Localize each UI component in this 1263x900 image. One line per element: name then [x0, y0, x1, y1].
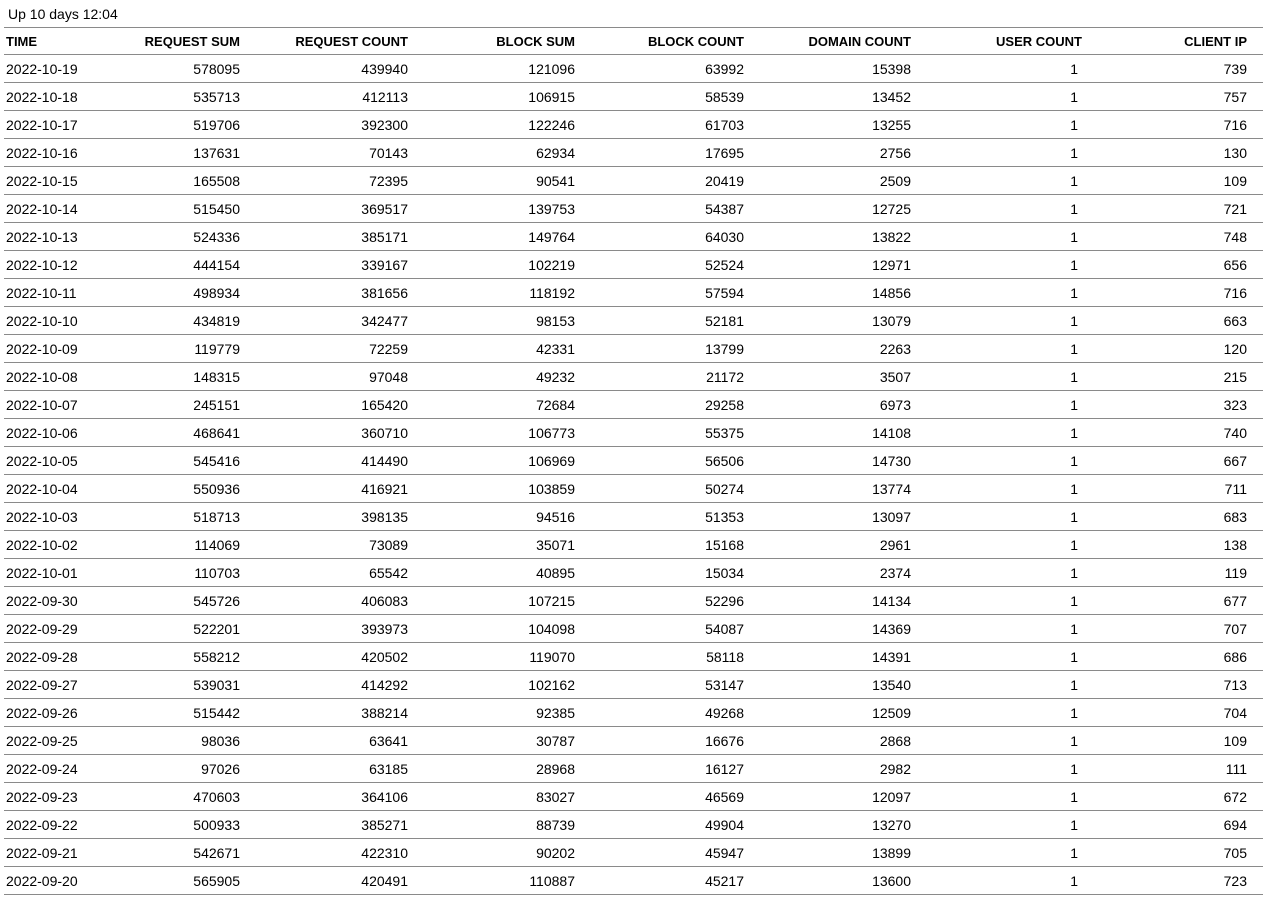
- cell-request-sum: 545416: [132, 447, 244, 475]
- cell-time: 2022-09-28: [4, 643, 132, 671]
- cell-block-sum: 106915: [412, 83, 579, 111]
- cell-client-ip: 109: [1082, 727, 1263, 755]
- cell-request-sum: 114069: [132, 531, 244, 559]
- cell-time: 2022-10-08: [4, 363, 132, 391]
- cell-block-sum: 35071: [412, 531, 579, 559]
- cell-block-sum: 121096: [412, 55, 579, 83]
- cell-user-count: 1: [915, 475, 1082, 503]
- cell-time: 2022-09-20: [4, 867, 132, 895]
- cell-user-count: 1: [915, 139, 1082, 167]
- table-row: [4, 55, 1263, 83]
- table-row: [4, 587, 1263, 615]
- cell-request-sum: 468641: [132, 419, 244, 447]
- table-row: [4, 307, 1263, 335]
- table-row: [4, 363, 1263, 391]
- cell-client-ip: 323: [1082, 391, 1263, 419]
- cell-request-sum: 515450: [132, 195, 244, 223]
- cell-time: 2022-10-14: [4, 195, 132, 223]
- cell-client-ip: 683: [1082, 503, 1263, 531]
- cell-domain-count: 12097: [748, 783, 915, 811]
- cell-domain-count: 14369: [748, 615, 915, 643]
- cell-time: 2022-10-11: [4, 279, 132, 307]
- cell-request-count: 414292: [244, 671, 412, 699]
- cell-request-sum: 434819: [132, 307, 244, 335]
- cell-block-count: 46569: [579, 783, 748, 811]
- cell-time: 2022-09-24: [4, 755, 132, 783]
- cell-user-count: 1: [915, 643, 1082, 671]
- cell-user-count: 1: [915, 615, 1082, 643]
- cell-time: 2022-10-03: [4, 503, 132, 531]
- stats-table: [4, 27, 1263, 895]
- cell-request-sum: 558212: [132, 643, 244, 671]
- table-body: [4, 55, 1263, 895]
- cell-request-count: 406083: [244, 587, 412, 615]
- cell-block-count: 20419: [579, 167, 748, 195]
- cell-domain-count: 14730: [748, 447, 915, 475]
- cell-request-count: 398135: [244, 503, 412, 531]
- cell-request-sum: 524336: [132, 223, 244, 251]
- cell-block-count: 61703: [579, 111, 748, 139]
- cell-block-sum: 110887: [412, 867, 579, 895]
- cell-request-count: 412113: [244, 83, 412, 111]
- cell-user-count: 1: [915, 783, 1082, 811]
- cell-block-count: 17695: [579, 139, 748, 167]
- cell-request-sum: 470603: [132, 783, 244, 811]
- cell-block-count: 55375: [579, 419, 748, 447]
- table-row: [4, 223, 1263, 251]
- cell-block-count: 29258: [579, 391, 748, 419]
- cell-domain-count: 13899: [748, 839, 915, 867]
- cell-block-count: 63992: [579, 55, 748, 83]
- cell-user-count: 1: [915, 867, 1082, 895]
- cell-request-sum: 498934: [132, 279, 244, 307]
- column-header-block-count: BLOCK COUNT: [579, 28, 748, 55]
- cell-domain-count: 12725: [748, 195, 915, 223]
- cell-request-sum: 500933: [132, 811, 244, 839]
- cell-request-count: 381656: [244, 279, 412, 307]
- cell-client-ip: 707: [1082, 615, 1263, 643]
- table-row: [4, 419, 1263, 447]
- cell-time: 2022-09-23: [4, 783, 132, 811]
- column-header-request-count: REQUEST COUNT: [244, 28, 412, 55]
- cell-block-count: 49268: [579, 699, 748, 727]
- cell-user-count: 1: [915, 419, 1082, 447]
- cell-user-count: 1: [915, 839, 1082, 867]
- cell-block-count: 52296: [579, 587, 748, 615]
- column-header-client-ip: CLIENT IP: [1082, 28, 1263, 55]
- cell-block-sum: 92385: [412, 699, 579, 727]
- cell-request-sum: 137631: [132, 139, 244, 167]
- cell-request-sum: 119779: [132, 335, 244, 363]
- table-row: [4, 727, 1263, 755]
- cell-client-ip: 119: [1082, 559, 1263, 587]
- cell-user-count: 1: [915, 279, 1082, 307]
- table-row: [4, 699, 1263, 727]
- cell-block-sum: 104098: [412, 615, 579, 643]
- cell-block-count: 15168: [579, 531, 748, 559]
- cell-client-ip: 721: [1082, 195, 1263, 223]
- cell-block-count: 21172: [579, 363, 748, 391]
- cell-request-count: 342477: [244, 307, 412, 335]
- table-row: [4, 83, 1263, 111]
- cell-user-count: 1: [915, 251, 1082, 279]
- cell-block-sum: 119070: [412, 643, 579, 671]
- cell-time: 2022-10-17: [4, 111, 132, 139]
- cell-time: 2022-10-15: [4, 167, 132, 195]
- cell-request-count: 420491: [244, 867, 412, 895]
- cell-domain-count: 14108: [748, 419, 915, 447]
- table-row: [4, 811, 1263, 839]
- cell-request-count: 70143: [244, 139, 412, 167]
- cell-block-sum: 106969: [412, 447, 579, 475]
- cell-client-ip: 672: [1082, 783, 1263, 811]
- cell-domain-count: 14134: [748, 587, 915, 615]
- cell-request-count: 416921: [244, 475, 412, 503]
- cell-request-sum: 550936: [132, 475, 244, 503]
- cell-client-ip: 716: [1082, 279, 1263, 307]
- cell-user-count: 1: [915, 531, 1082, 559]
- cell-block-sum: 90541: [412, 167, 579, 195]
- cell-block-sum: 106773: [412, 419, 579, 447]
- cell-domain-count: 13600: [748, 867, 915, 895]
- column-header-time: TIME: [4, 28, 132, 55]
- cell-client-ip: 109: [1082, 167, 1263, 195]
- cell-request-count: 63185: [244, 755, 412, 783]
- cell-block-sum: 62934: [412, 139, 579, 167]
- cell-domain-count: 12971: [748, 251, 915, 279]
- cell-request-count: 73089: [244, 531, 412, 559]
- cell-request-sum: 518713: [132, 503, 244, 531]
- cell-block-sum: 40895: [412, 559, 579, 587]
- cell-domain-count: 2263: [748, 335, 915, 363]
- cell-user-count: 1: [915, 195, 1082, 223]
- table-row: [4, 139, 1263, 167]
- cell-request-count: 65542: [244, 559, 412, 587]
- cell-domain-count: 2756: [748, 139, 915, 167]
- cell-request-sum: 535713: [132, 83, 244, 111]
- table-header: [4, 28, 1263, 55]
- column-header-request-sum: REQUEST SUM: [132, 28, 244, 55]
- table-row: [4, 447, 1263, 475]
- cell-time: 2022-10-18: [4, 83, 132, 111]
- cell-time: 2022-10-13: [4, 223, 132, 251]
- cell-user-count: 1: [915, 335, 1082, 363]
- cell-block-sum: 118192: [412, 279, 579, 307]
- cell-client-ip: 215: [1082, 363, 1263, 391]
- cell-domain-count: 13097: [748, 503, 915, 531]
- cell-domain-count: 13255: [748, 111, 915, 139]
- cell-client-ip: 713: [1082, 671, 1263, 699]
- cell-domain-count: 13452: [748, 83, 915, 111]
- table-row: [4, 195, 1263, 223]
- cell-domain-count: 14856: [748, 279, 915, 307]
- cell-domain-count: 2961: [748, 531, 915, 559]
- cell-request-count: 360710: [244, 419, 412, 447]
- cell-request-sum: 519706: [132, 111, 244, 139]
- cell-domain-count: 13540: [748, 671, 915, 699]
- cell-request-count: 439940: [244, 55, 412, 83]
- cell-time: 2022-10-19: [4, 55, 132, 83]
- cell-domain-count: 6973: [748, 391, 915, 419]
- cell-request-count: 72395: [244, 167, 412, 195]
- cell-block-sum: 102162: [412, 671, 579, 699]
- cell-domain-count: 15398: [748, 55, 915, 83]
- cell-user-count: 1: [915, 671, 1082, 699]
- cell-block-count: 15034: [579, 559, 748, 587]
- cell-request-sum: 545726: [132, 587, 244, 615]
- cell-request-sum: 148315: [132, 363, 244, 391]
- cell-request-sum: 565905: [132, 867, 244, 895]
- table-row: [4, 251, 1263, 279]
- cell-block-sum: 102219: [412, 251, 579, 279]
- cell-domain-count: 12509: [748, 699, 915, 727]
- cell-time: 2022-10-16: [4, 139, 132, 167]
- cell-request-sum: 542671: [132, 839, 244, 867]
- cell-request-sum: 515442: [132, 699, 244, 727]
- cell-domain-count: 14391: [748, 643, 915, 671]
- cell-request-count: 369517: [244, 195, 412, 223]
- cell-request-count: 393973: [244, 615, 412, 643]
- column-header-domain-count: DOMAIN COUNT: [748, 28, 915, 55]
- cell-time: 2022-09-22: [4, 811, 132, 839]
- cell-block-sum: 30787: [412, 727, 579, 755]
- cell-user-count: 1: [915, 55, 1082, 83]
- cell-user-count: 1: [915, 363, 1082, 391]
- cell-block-sum: 122246: [412, 111, 579, 139]
- cell-user-count: 1: [915, 83, 1082, 111]
- table-row: [4, 839, 1263, 867]
- cell-client-ip: 704: [1082, 699, 1263, 727]
- cell-block-sum: 107215: [412, 587, 579, 615]
- cell-user-count: 1: [915, 559, 1082, 587]
- cell-request-count: 339167: [244, 251, 412, 279]
- cell-domain-count: 2868: [748, 727, 915, 755]
- cell-client-ip: 677: [1082, 587, 1263, 615]
- cell-time: 2022-09-29: [4, 615, 132, 643]
- table-row: [4, 559, 1263, 587]
- cell-block-count: 54087: [579, 615, 748, 643]
- cell-domain-count: 13079: [748, 307, 915, 335]
- cell-request-sum: 110703: [132, 559, 244, 587]
- cell-client-ip: 716: [1082, 111, 1263, 139]
- table-row: [4, 671, 1263, 699]
- cell-domain-count: 13270: [748, 811, 915, 839]
- cell-block-count: 52181: [579, 307, 748, 335]
- table-row: [4, 279, 1263, 307]
- cell-time: 2022-09-26: [4, 699, 132, 727]
- cell-block-count: 16127: [579, 755, 748, 783]
- cell-block-sum: 90202: [412, 839, 579, 867]
- cell-request-count: 388214: [244, 699, 412, 727]
- table-row: [4, 111, 1263, 139]
- cell-request-count: 364106: [244, 783, 412, 811]
- cell-domain-count: 13822: [748, 223, 915, 251]
- cell-block-count: 57594: [579, 279, 748, 307]
- cell-user-count: 1: [915, 727, 1082, 755]
- cell-request-sum: 165508: [132, 167, 244, 195]
- table-row: [4, 615, 1263, 643]
- cell-request-sum: 522201: [132, 615, 244, 643]
- cell-client-ip: 694: [1082, 811, 1263, 839]
- cell-request-sum: 444154: [132, 251, 244, 279]
- table-row: [4, 167, 1263, 195]
- cell-client-ip: 111: [1082, 755, 1263, 783]
- column-header-user-count: USER COUNT: [915, 28, 1082, 55]
- cell-client-ip: 130: [1082, 139, 1263, 167]
- cell-block-sum: 139753: [412, 195, 579, 223]
- cell-block-count: 50274: [579, 475, 748, 503]
- cell-block-sum: 28968: [412, 755, 579, 783]
- uptime-status: Up 10 days 12:04: [8, 6, 118, 22]
- cell-request-count: 414490: [244, 447, 412, 475]
- table-row: [4, 475, 1263, 503]
- cell-request-count: 392300: [244, 111, 412, 139]
- cell-user-count: 1: [915, 587, 1082, 615]
- column-header-block-sum: BLOCK SUM: [412, 28, 579, 55]
- cell-request-count: 72259: [244, 335, 412, 363]
- cell-request-sum: 539031: [132, 671, 244, 699]
- cell-request-count: 97048: [244, 363, 412, 391]
- cell-time: 2022-10-04: [4, 475, 132, 503]
- cell-client-ip: 656: [1082, 251, 1263, 279]
- cell-request-sum: 245151: [132, 391, 244, 419]
- cell-request-sum: 98036: [132, 727, 244, 755]
- header-row: [4, 28, 1263, 55]
- cell-time: 2022-10-12: [4, 251, 132, 279]
- cell-time: 2022-10-10: [4, 307, 132, 335]
- cell-time: 2022-10-05: [4, 447, 132, 475]
- cell-block-count: 45217: [579, 867, 748, 895]
- cell-time: 2022-09-27: [4, 671, 132, 699]
- cell-time: 2022-10-09: [4, 335, 132, 363]
- cell-block-count: 54387: [579, 195, 748, 223]
- cell-request-count: 165420: [244, 391, 412, 419]
- cell-user-count: 1: [915, 223, 1082, 251]
- cell-time: 2022-10-01: [4, 559, 132, 587]
- cell-time: 2022-10-06: [4, 419, 132, 447]
- cell-user-count: 1: [915, 811, 1082, 839]
- cell-block-sum: 72684: [412, 391, 579, 419]
- cell-user-count: 1: [915, 307, 1082, 335]
- cell-block-count: 51353: [579, 503, 748, 531]
- cell-request-count: 422310: [244, 839, 412, 867]
- cell-domain-count: 13774: [748, 475, 915, 503]
- cell-block-count: 16676: [579, 727, 748, 755]
- cell-user-count: 1: [915, 699, 1082, 727]
- cell-user-count: 1: [915, 447, 1082, 475]
- cell-request-count: 420502: [244, 643, 412, 671]
- cell-block-count: 53147: [579, 671, 748, 699]
- cell-client-ip: 748: [1082, 223, 1263, 251]
- cell-block-sum: 103859: [412, 475, 579, 503]
- cell-client-ip: 686: [1082, 643, 1263, 671]
- cell-time: 2022-09-25: [4, 727, 132, 755]
- table-row: [4, 643, 1263, 671]
- cell-client-ip: 663: [1082, 307, 1263, 335]
- cell-block-sum: 83027: [412, 783, 579, 811]
- cell-block-sum: 149764: [412, 223, 579, 251]
- cell-user-count: 1: [915, 167, 1082, 195]
- cell-client-ip: 739: [1082, 55, 1263, 83]
- cell-block-sum: 49232: [412, 363, 579, 391]
- cell-domain-count: 2982: [748, 755, 915, 783]
- cell-block-count: 13799: [579, 335, 748, 363]
- cell-block-sum: 88739: [412, 811, 579, 839]
- cell-user-count: 1: [915, 391, 1082, 419]
- cell-client-ip: 138: [1082, 531, 1263, 559]
- cell-block-count: 64030: [579, 223, 748, 251]
- cell-block-sum: 42331: [412, 335, 579, 363]
- cell-time: 2022-09-21: [4, 839, 132, 867]
- cell-client-ip: 667: [1082, 447, 1263, 475]
- cell-client-ip: 723: [1082, 867, 1263, 895]
- cell-request-count: 385171: [244, 223, 412, 251]
- cell-domain-count: 3507: [748, 363, 915, 391]
- cell-client-ip: 120: [1082, 335, 1263, 363]
- cell-block-count: 49904: [579, 811, 748, 839]
- cell-user-count: 1: [915, 111, 1082, 139]
- cell-request-count: 385271: [244, 811, 412, 839]
- cell-time: 2022-10-07: [4, 391, 132, 419]
- table-row: [4, 335, 1263, 363]
- table-row: [4, 531, 1263, 559]
- cell-block-count: 52524: [579, 251, 748, 279]
- cell-request-sum: 578095: [132, 55, 244, 83]
- table-row: [4, 783, 1263, 811]
- cell-request-count: 63641: [244, 727, 412, 755]
- cell-domain-count: 2509: [748, 167, 915, 195]
- cell-client-ip: 711: [1082, 475, 1263, 503]
- cell-block-count: 45947: [579, 839, 748, 867]
- cell-block-count: 56506: [579, 447, 748, 475]
- cell-client-ip: 705: [1082, 839, 1263, 867]
- cell-block-count: 58539: [579, 83, 748, 111]
- cell-request-sum: 97026: [132, 755, 244, 783]
- cell-block-count: 58118: [579, 643, 748, 671]
- table-row: [4, 867, 1263, 895]
- table-row: [4, 503, 1263, 531]
- cell-client-ip: 757: [1082, 83, 1263, 111]
- cell-time: 2022-09-30: [4, 587, 132, 615]
- cell-domain-count: 2374: [748, 559, 915, 587]
- cell-user-count: 1: [915, 755, 1082, 783]
- cell-user-count: 1: [915, 503, 1082, 531]
- cell-block-sum: 94516: [412, 503, 579, 531]
- cell-client-ip: 740: [1082, 419, 1263, 447]
- table-row: [4, 391, 1263, 419]
- cell-block-sum: 98153: [412, 307, 579, 335]
- table-row: [4, 755, 1263, 783]
- cell-time: 2022-10-02: [4, 531, 132, 559]
